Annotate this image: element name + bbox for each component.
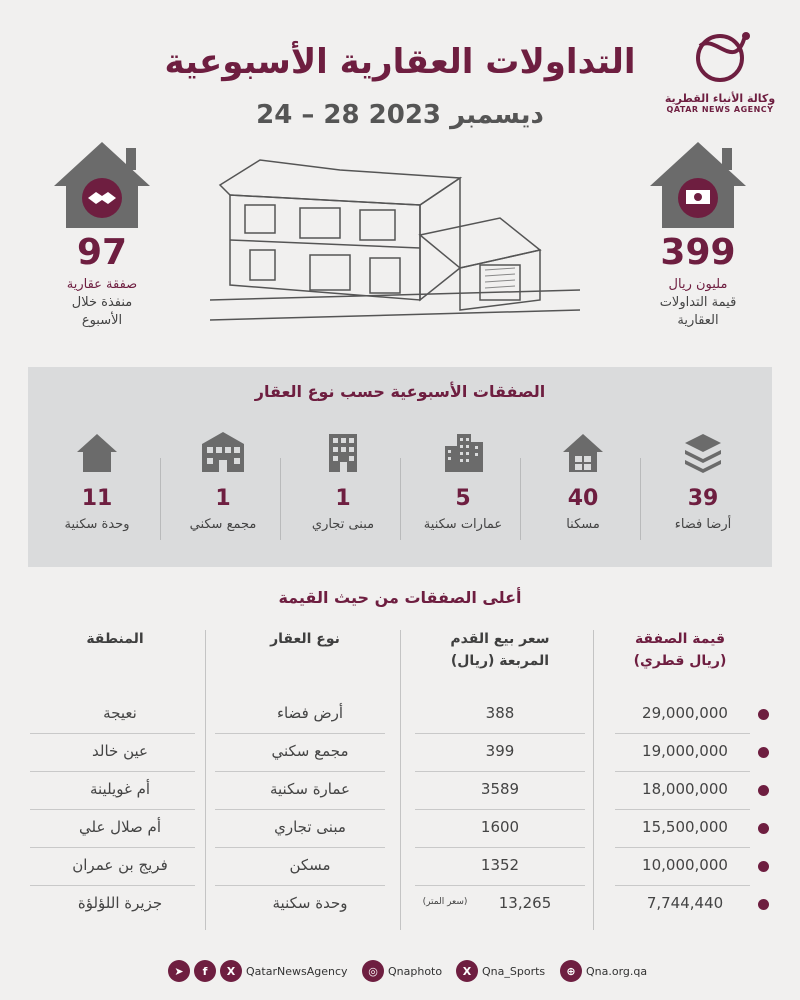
table-row — [30, 810, 770, 848]
header-area: المنطقة — [86, 631, 144, 647]
header-deal-value — [600, 628, 760, 672]
x-icon[interactable]: X — [456, 960, 478, 982]
table-row — [30, 734, 770, 772]
page-title: التداولات العقارية الأسبوعية — [164, 42, 636, 82]
top-deals-title: أعلى الصفقات من حيث القيمة — [278, 588, 522, 607]
social-handle[interactable]: Qna_Sports — [482, 964, 546, 978]
row-price-note: (سعر المتر) — [422, 897, 468, 907]
row-type: مسكن — [289, 856, 331, 874]
social-website[interactable] — [560, 960, 647, 982]
row-bullet — [758, 709, 769, 720]
house-illustration — [200, 150, 600, 344]
type-unit — [42, 430, 152, 532]
type-unit-label: وحدة سكنية — [64, 517, 130, 532]
divider — [280, 458, 281, 540]
row-price: 399 — [485, 742, 515, 760]
value-caption-line1: مليون ريال — [668, 277, 728, 292]
value-amount: 399 — [660, 232, 736, 273]
instagram-icon[interactable]: ◎ — [362, 960, 384, 982]
row-value: 15,500,000 — [642, 818, 728, 836]
row-value: 7,744,440 — [646, 894, 724, 912]
header-price — [420, 628, 580, 672]
type-residential-buildings-count: 5 — [455, 486, 471, 511]
globe-icon[interactable]: ⊕ — [560, 960, 582, 982]
row-type: أرض فضاء — [276, 704, 344, 722]
logo-english-text: QATAR NEWS AGENCY — [666, 105, 774, 114]
type-complex — [168, 430, 278, 532]
row-area: أم غويلينة — [89, 780, 151, 798]
row-bullet — [758, 899, 769, 910]
header-deal-value-line2: (ريال قطري) — [633, 653, 727, 669]
logo-arabic-text: وكالة الأنباء القطرية — [664, 92, 776, 105]
type-commercial-building — [288, 430, 398, 532]
header-price-line1: سعر بيع القدم — [450, 631, 550, 647]
x-icon[interactable]: X — [220, 960, 242, 982]
row-area: أم صلال علي — [79, 818, 161, 836]
table-row — [30, 772, 770, 810]
table-row — [30, 886, 770, 924]
type-unit-count: 11 — [81, 486, 113, 511]
type-complex-count: 1 — [215, 486, 231, 511]
divider — [520, 458, 521, 540]
row-area: جزيرة اللؤلؤة — [77, 894, 163, 912]
type-complex-label: مجمع سكني — [189, 517, 257, 532]
type-commercial-building-label: مبنى تجاري — [311, 517, 375, 532]
type-house — [528, 430, 638, 532]
deals-caption — [32, 276, 172, 330]
header-property-type: نوع العقار — [270, 631, 340, 647]
row-area: نعيجة — [103, 704, 137, 722]
commercial-building-icon — [321, 430, 365, 474]
telegram-icon[interactable]: ➤ — [168, 960, 190, 982]
row-price: 13,265 — [498, 894, 552, 912]
social-handle[interactable]: QatarNewsAgency — [246, 964, 348, 978]
row-value: 29,000,000 — [642, 704, 728, 722]
land-icon — [681, 430, 725, 474]
social-qnaphoto[interactable] — [362, 960, 442, 982]
row-bullet — [758, 861, 769, 872]
row-price: 388 — [485, 704, 515, 722]
value-caption — [628, 276, 768, 330]
value-house-icon — [648, 140, 748, 234]
deals-house-icon — [52, 140, 152, 234]
row-bullet — [758, 747, 769, 758]
row-value: 10,000,000 — [642, 856, 728, 874]
row-type: عمارة سكنية — [269, 780, 350, 798]
row-type: مبنى تجاري — [274, 818, 346, 836]
deals-caption-line2: منفذة خلال — [71, 295, 133, 310]
social-qatarnewsagency[interactable] — [168, 960, 348, 982]
social-handle[interactable]: Qnaphoto — [388, 964, 443, 978]
deals-count: 97 — [76, 232, 128, 273]
value-caption-line2: قيمة التداولات — [659, 295, 737, 310]
row-price: 1352 — [480, 856, 520, 874]
row-bullet — [758, 823, 769, 834]
type-land-count: 39 — [687, 486, 719, 511]
type-residential-buildings-label: عمارات سكنية — [423, 517, 503, 532]
social-handle[interactable]: Qna.org.qa — [586, 964, 648, 978]
table-row — [30, 696, 770, 734]
row-value: 19,000,000 — [642, 742, 728, 760]
type-house-count: 40 — [567, 486, 599, 511]
deals-caption-line1: صفقة عقارية — [66, 277, 138, 292]
qna-logo — [660, 28, 780, 114]
row-type: مجمع سكني — [271, 742, 349, 760]
row-value: 18,000,000 — [642, 780, 728, 798]
header-deal-value-line1: قيمة الصفقة — [634, 631, 726, 647]
type-land — [648, 430, 758, 532]
type-commercial-building-count: 1 — [335, 486, 351, 511]
row-price: 3589 — [480, 780, 520, 798]
facebook-icon[interactable]: f — [194, 960, 216, 982]
unit-icon — [75, 430, 119, 474]
social-qnasports[interactable] — [456, 960, 545, 982]
footer-social — [0, 958, 800, 988]
type-land-label: أرضا فضاء — [674, 517, 732, 532]
row-area: عين خالد — [92, 742, 148, 760]
date-range: 24 – 28 ديسمبر 2023 — [256, 100, 544, 130]
complex-icon — [198, 430, 248, 474]
row-bullet — [758, 785, 769, 796]
residential-building-icon — [441, 430, 485, 474]
row-price: 1600 — [480, 818, 520, 836]
type-residential-buildings — [408, 430, 518, 532]
type-house-label: مسكنا — [566, 517, 600, 532]
row-type: وحدة سكنية — [272, 894, 348, 912]
value-caption-line3: العقارية — [677, 313, 719, 328]
deals-caption-line3: الأسبوع — [81, 313, 123, 328]
divider — [640, 458, 641, 540]
divider — [400, 458, 401, 540]
house-icon — [561, 430, 605, 474]
qna-logo-icon — [680, 28, 760, 86]
divider — [160, 458, 161, 540]
table-row — [30, 848, 770, 886]
property-type-title: الصفقات الأسبوعية حسب نوع العقار — [254, 382, 546, 401]
row-area: فريج بن عمران — [72, 856, 168, 874]
header-price-line2: المربعة (ريال) — [450, 653, 550, 669]
